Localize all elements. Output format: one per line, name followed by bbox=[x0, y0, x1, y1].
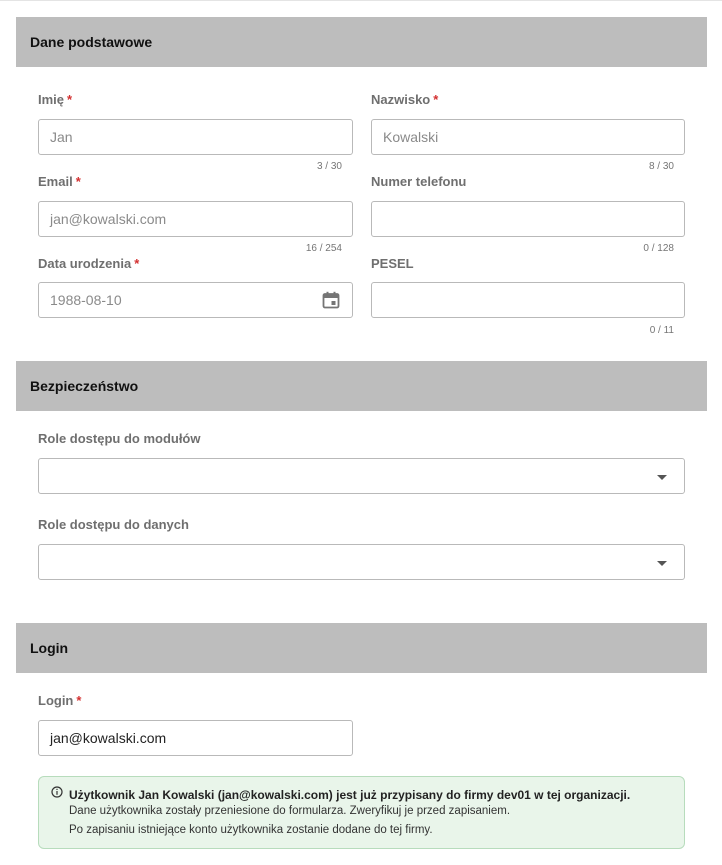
top-divider bbox=[0, 0, 722, 1]
section-header-security bbox=[16, 361, 707, 411]
info-icon bbox=[51, 786, 63, 798]
birth-date-label: Data urodzenia * bbox=[38, 256, 140, 271]
section-title: Bezpieczeństwo bbox=[30, 378, 139, 394]
last-name-value: Kowalski bbox=[383, 129, 439, 145]
required-marker: * bbox=[433, 92, 439, 107]
section-title: Login bbox=[30, 640, 69, 656]
first-name-value: Jan bbox=[50, 129, 73, 145]
last-name-counter: 8 / 30 bbox=[648, 161, 674, 172]
first-name-counter: 3 / 30 bbox=[316, 161, 342, 172]
pesel-input[interactable] bbox=[371, 282, 685, 318]
email-counter: 16 / 254 bbox=[305, 243, 342, 254]
phone-label: Numer telefonu bbox=[371, 174, 467, 189]
required-marker: * bbox=[76, 693, 82, 708]
notice-line-2: Po zapisaniu istniejące konto użytkownika zostanie dodane do tej firmy. bbox=[69, 824, 433, 836]
required-marker: * bbox=[134, 256, 140, 271]
first-name-input[interactable] bbox=[38, 119, 353, 155]
pesel-counter: 0 / 11 bbox=[649, 325, 674, 336]
calendar-icon[interactable] bbox=[322, 291, 340, 309]
login-label: Login * bbox=[38, 693, 82, 708]
birth-date-input[interactable] bbox=[38, 282, 353, 318]
notice-line-1: Dane użytkownika zostały przeniesione do formularza. Zweryfikuj je przed zapisaniem. bbox=[69, 805, 511, 817]
chevron-down-icon[interactable] bbox=[657, 475, 667, 480]
first-name-label: Imię * bbox=[38, 92, 73, 107]
pesel-label: PESEL bbox=[371, 256, 414, 271]
data-roles-select[interactable] bbox=[38, 544, 685, 580]
login-value: jan@kowalski.com bbox=[50, 730, 167, 746]
phone-counter: 0 / 128 bbox=[643, 243, 674, 254]
email-label: Email * bbox=[38, 174, 81, 189]
login-input[interactable] bbox=[38, 720, 353, 756]
notice-title: Użytkownik Jan Kowalski (jan@kowalski.com) jest już przypisany do firmy dev01 w tej organizacji. bbox=[69, 788, 631, 802]
email-input[interactable] bbox=[38, 201, 353, 237]
module-roles-label: Role dostępu do modułów bbox=[38, 431, 201, 446]
required-marker: * bbox=[75, 174, 81, 189]
birth-date-value: 1988-08-10 bbox=[50, 292, 122, 308]
existing-user-notice bbox=[38, 776, 685, 849]
last-name-label: Nazwisko * bbox=[371, 92, 439, 107]
last-name-input[interactable] bbox=[371, 119, 685, 155]
data-roles-label: Role dostępu do danych bbox=[38, 517, 189, 532]
chevron-down-icon[interactable] bbox=[657, 561, 667, 566]
required-marker: * bbox=[67, 92, 73, 107]
email-value: jan@kowalski.com bbox=[50, 211, 167, 227]
section-header-login bbox=[16, 623, 707, 673]
phone-input[interactable] bbox=[371, 201, 685, 237]
module-roles-select[interactable] bbox=[38, 458, 685, 494]
section-header-basic bbox=[16, 17, 707, 67]
section-title: Dane podstawowe bbox=[30, 34, 153, 50]
